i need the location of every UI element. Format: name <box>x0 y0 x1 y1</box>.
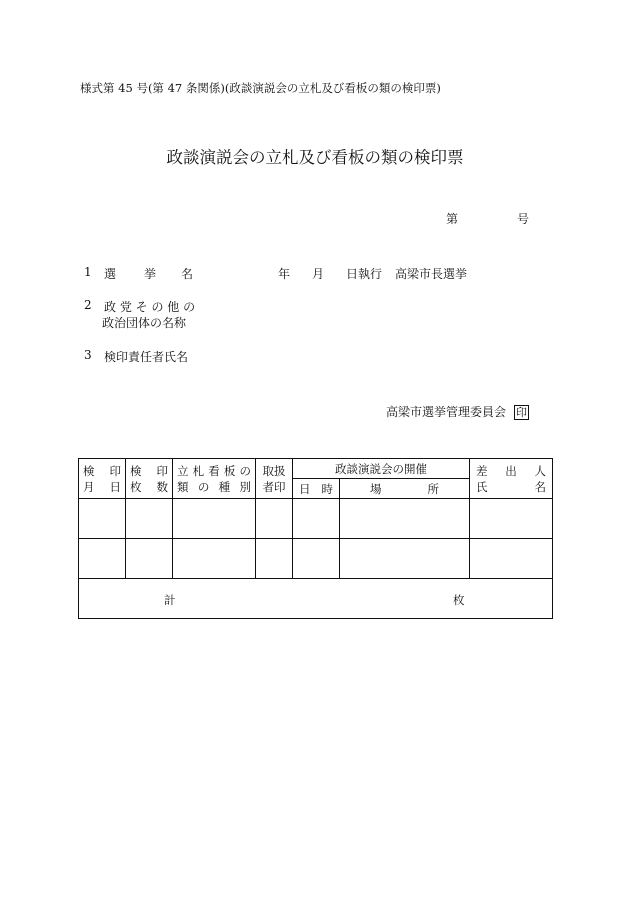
form-number-note: 様式第 45 号(第 47 条関係)(政談演説会の立札及び看板の類の検印票) <box>80 81 441 95</box>
item-1-label-char: 名 <box>181 267 194 281</box>
table-row <box>79 499 553 539</box>
cell[interactable] <box>79 539 126 579</box>
header-sign-type: 立 札 看 板 の 類 の 種 別 <box>173 459 256 499</box>
document-title: 政談演説会の立札及び看板の類の検印票 <box>166 148 464 167</box>
cell[interactable] <box>126 499 173 539</box>
header-submitter-name: 差 出 人 氏 名 <box>470 459 553 499</box>
seal-mark: 印 <box>516 406 528 419</box>
cell[interactable] <box>470 539 553 579</box>
header-meeting-held: 政談演説会の開催 <box>293 459 470 479</box>
cell[interactable] <box>173 539 256 579</box>
total-row <box>79 579 553 619</box>
item-1-month: 月 <box>312 267 325 281</box>
item-3-number: 3 <box>84 348 92 362</box>
cell[interactable] <box>256 499 293 539</box>
item-1-label-char: 挙 <box>144 267 157 281</box>
header-handler-seal: 取扱 者印 <box>256 459 293 499</box>
total-cell <box>79 579 553 619</box>
cell[interactable] <box>340 539 470 579</box>
item-1-number: 1 <box>84 265 92 279</box>
cell[interactable] <box>293 539 340 579</box>
item-2-label-line2: 政治団体の名称 <box>102 316 187 330</box>
cell[interactable] <box>340 499 470 539</box>
cell[interactable] <box>173 499 256 539</box>
cell[interactable] <box>79 499 126 539</box>
committee-name: 高梁市選挙管理委員会 <box>386 405 507 419</box>
cell[interactable] <box>256 539 293 579</box>
committee-signature <box>386 403 529 420</box>
inspection-ledger-table <box>78 458 553 619</box>
item-1-election-name: 高梁市長選挙 <box>395 267 468 281</box>
header-datetime: 日 時 <box>293 479 340 499</box>
total-label: 計 <box>164 593 176 607</box>
item-3-label: 検印責任者氏名 <box>104 350 189 364</box>
item-1-year: 年 <box>278 267 291 281</box>
item-2-label-line1: 政 党 そ の 他 の <box>104 300 196 314</box>
table-row <box>79 539 553 579</box>
item-1-day-exec: 日執行 <box>346 267 383 281</box>
cell[interactable] <box>126 539 173 579</box>
header-place: 場 所 <box>340 479 470 499</box>
cell[interactable] <box>293 499 340 539</box>
total-unit: 枚 <box>453 593 465 607</box>
header-inspection-count: 検 印 枚 数 <box>126 459 173 499</box>
header-inspection-date: 検 印 月 日 <box>79 459 126 499</box>
number-prefix: 第 <box>446 212 459 226</box>
item-2-number: 2 <box>84 298 92 312</box>
number-suffix: 号 <box>517 212 530 226</box>
cell[interactable] <box>470 499 553 539</box>
item-1-label-char: 選 <box>104 267 117 281</box>
